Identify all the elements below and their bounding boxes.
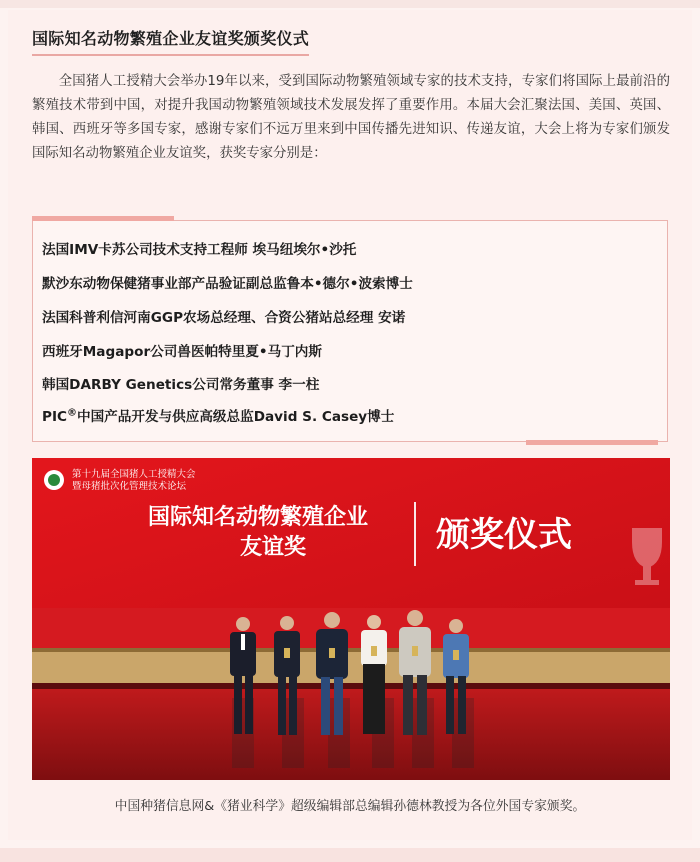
- awardee-6: [42, 405, 394, 425]
- banner-event-line1: 第十九届全国猪人工授精大会: [72, 469, 196, 480]
- registered-mark: ®: [67, 407, 77, 419]
- stage-back-wall: [32, 648, 670, 688]
- banner-title-line1: 国际知名动物繁殖企业: [148, 504, 369, 530]
- banner-lower-band: [32, 608, 670, 650]
- awardee-1: 法国IMV卡苏公司技术支持工程师 埃马纽埃尔•沙托: [42, 242, 357, 258]
- box-accent-top: [32, 216, 174, 221]
- title-wrap: [32, 26, 309, 56]
- awardee-6-prefix: PIC: [42, 409, 67, 425]
- banner-title-line2: 友谊奖: [240, 534, 307, 560]
- person-4: [361, 615, 387, 734]
- banner-event-line2: 暨母猪批次化管理技术论坛: [72, 481, 187, 492]
- article-title: 国际知名动物繁殖企业友谊奖颁奖仪式: [32, 26, 309, 56]
- banner-divider: [414, 502, 416, 566]
- stage-floor: [32, 688, 670, 780]
- bottom-stripe: [0, 848, 700, 862]
- awardee-2: 默沙东动物保健猪事业部产品验证副总监鲁本•德尔•波索博士: [42, 276, 413, 292]
- awardee-5: 韩国DARBY Genetics公司常务董事 李一柱: [42, 377, 320, 393]
- award-ceremony-photo: [32, 458, 670, 780]
- awardee-4: 西班牙Magapor公司兽医帕特里夏•马丁内斯: [42, 344, 322, 360]
- box-accent-bottom: [526, 440, 658, 445]
- awardee-6-suffix: 中国产品开发与供应高级总监David S. Casey博士: [77, 409, 395, 425]
- awardee-3: 法国科普利信河南GGP农场总经理、合资公猪站总经理 安诺: [42, 310, 406, 326]
- top-stripe: [0, 0, 700, 8]
- ceremony-photo-illustration: [32, 458, 670, 780]
- photo-caption: 中国种猪信息网&《猪业科学》超级编辑部总编辑孙德林教授为各位外国专家颁奖。: [114, 799, 586, 814]
- banner-title-right: 颁奖仪式: [436, 515, 572, 555]
- intro-paragraph: 全国猪人工授精大会举办19年以来，受到国际动物繁殖领域专家的技术支持，专家们将国际上最前沿的繁殖技术带到中国，对提升我国动物繁殖领域技术发展发挥了重要作用。本届大会汇聚法国、美国、英国、韩国、西班牙等多国专家，感谢专家们不远万里来到中国传播先进知识、传递友谊，大会上将为专家们颁发国际知名动物繁殖企业友谊奖，获奖专家分别是：: [32, 74, 670, 161]
